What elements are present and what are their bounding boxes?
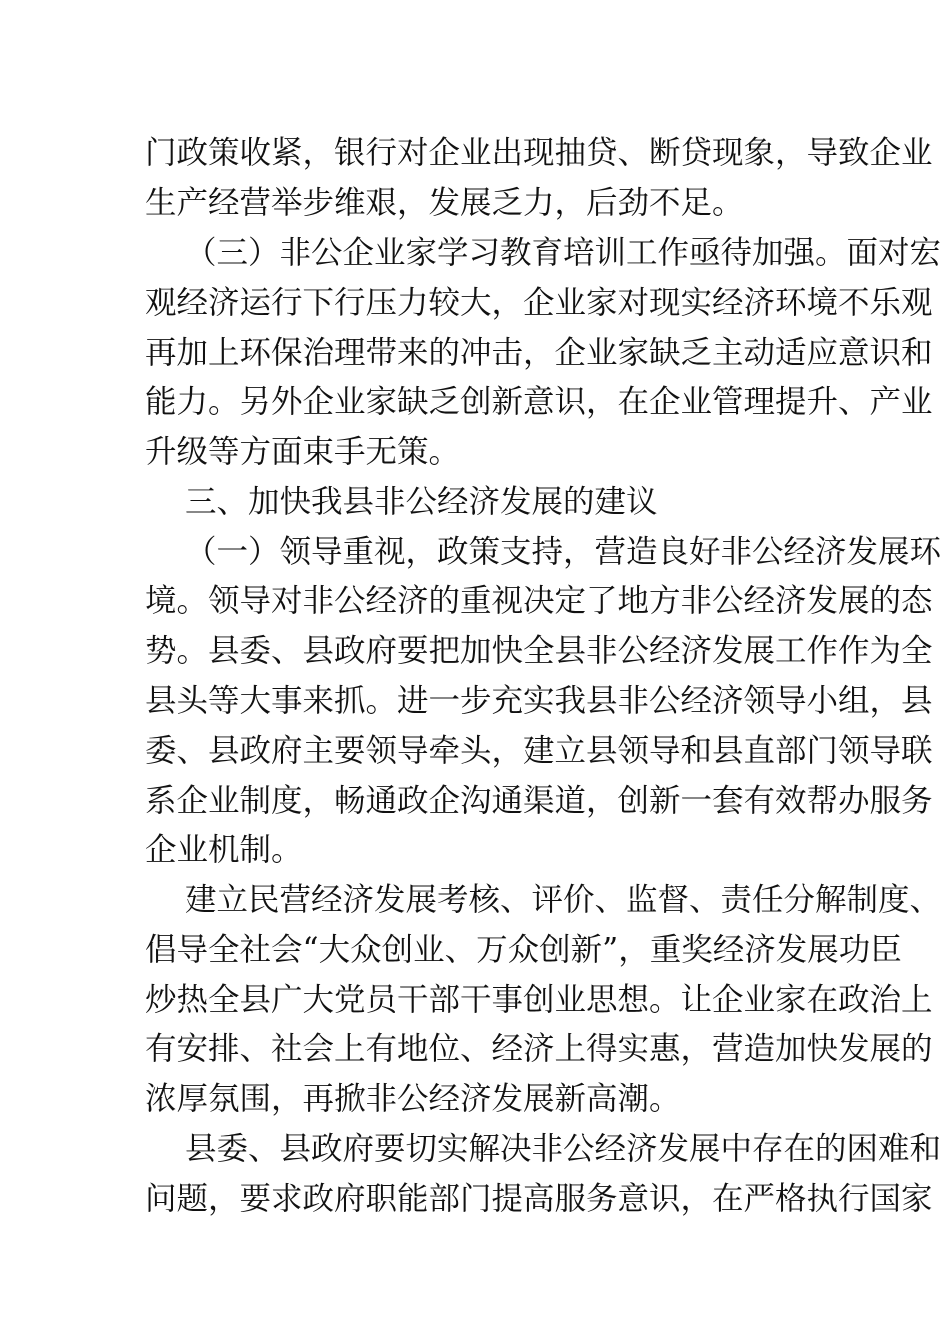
text-line: 县委、县政府要切实解决非公经济发展中存在的困难和 [185,1131,942,1167]
text-line: 企业机制。 [145,832,303,868]
text-line: 县头等大事来抓。进一步充实我县非公经济领导小组，县 [145,683,933,719]
text-line: 能力。另外企业家缺乏创新意识，在企业管理提升、产业 [145,384,933,420]
text-line: 势。县委、县政府要把加快全县非公经济发展工作作为全 [145,633,933,669]
text-line: （一）领导重视，政策支持，营造良好非公经济发展环 [185,534,942,570]
text-line: 委、县政府主要领导牵头，建立县领导和县直部门领导联 [145,733,933,769]
text-line: 生产经营举步维艰，发展乏力，后劲不足。 [145,185,744,221]
text-line: 建立民营经济发展考核、评价、监督、责任分解制度、 [185,882,942,918]
text-line: 有安排、社会上有地位、经济上得实惠，营造加快发展的 [145,1031,933,1067]
text-line: 系企业制度，畅通政企沟通渠道，创新一套有效帮办服务 [145,783,933,819]
text-line: 升级等方面束手无策。 [145,434,461,470]
text-line: 再加上环保治理带来的冲击，企业家缺乏主动适应意识和 [145,335,933,371]
text-line: 问题，要求政府职能部门提高服务意识，在严格执行国家 [145,1181,933,1217]
text-line: 门政策收紧，银行对企业出现抽贷、断贷现象，导致企业 [145,135,933,171]
text-line: （三）非公企业家学习教育培训工作亟待加强。面对宏 [185,235,942,271]
section-heading: 三、加快我县非公经济发展的建议 [185,484,658,520]
text-line: 炒热全县广大党员干部干事创业思想。让企业家在政治上 [145,982,933,1018]
text-line: 境。领导对非公经济的重视决定了地方非公经济发展的态 [145,583,933,619]
text-line: 观经济运行下行压力较大，企业家对现实经济环境不乐观 [145,285,933,321]
text-line: 倡导全社会“大众创业、万众创新”，重奖经济发展功臣 [145,932,902,968]
text-line: 浓厚氛围，再掀非公经济发展新高潮。 [145,1081,681,1117]
